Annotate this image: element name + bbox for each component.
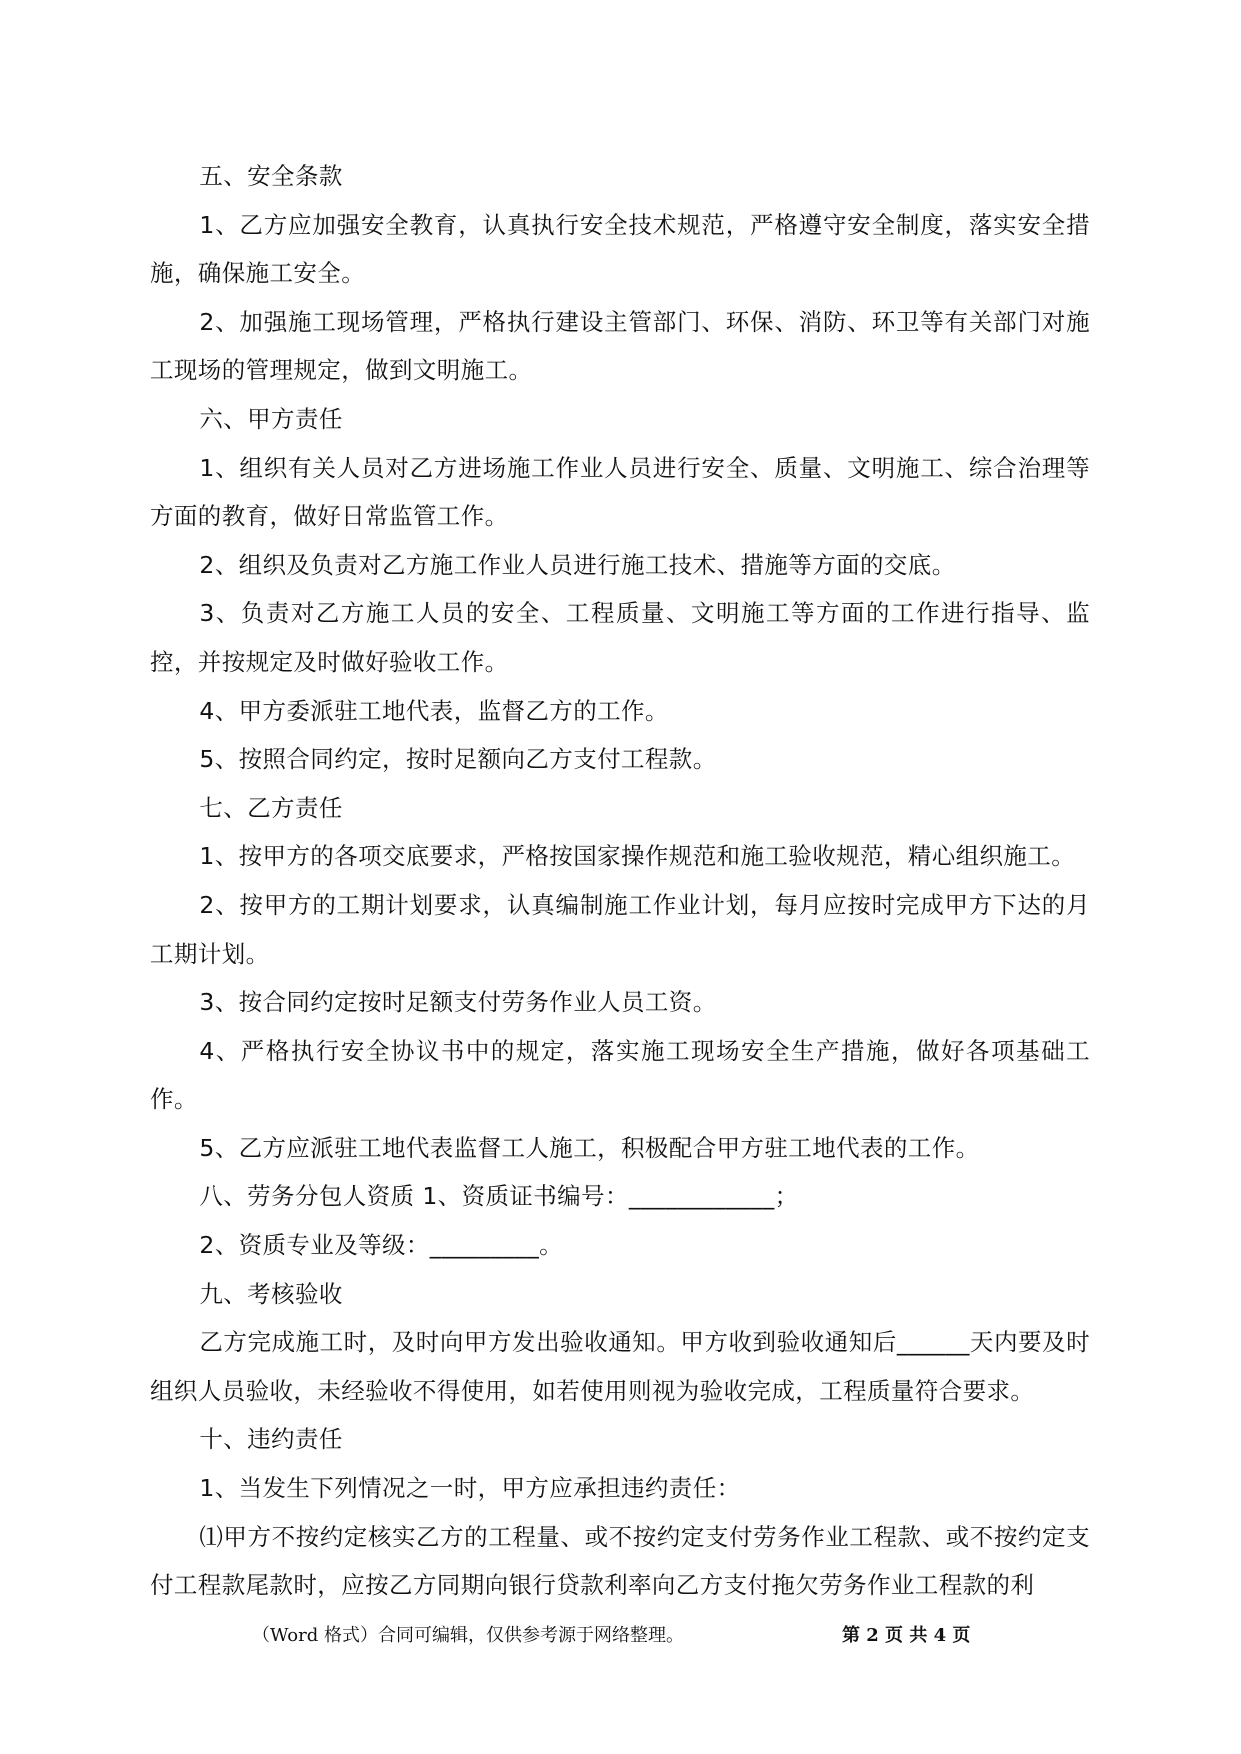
section-heading-liability: 十、违约责任 xyxy=(199,1425,343,1454)
page-footer xyxy=(0,1621,1241,1651)
paragraph: 2、加强施工现场管理，严格执行建设主管部门、环保、消防、环卫等有关部门对施工现场的管理规定，做到文明施工。 xyxy=(150,307,1090,385)
paragraph: 5、按照合同约定，按时足额向乙方支付工程款。 xyxy=(199,745,717,774)
section-heading-safety: 五、安全条款 xyxy=(199,162,343,190)
document-body xyxy=(150,152,1090,1610)
paragraph: 3、按合同约定按时足额支付劳务作业人员工资。 xyxy=(199,988,717,1017)
paragraph: 2、组织及负责对乙方施工作业人员进行施工技术、措施等方面的交底。 xyxy=(199,550,956,579)
footer-note: （Word 格式）合同可编辑，仅供参考源于网络整理。 xyxy=(252,1625,684,1646)
paragraph: 1、按甲方的各项交底要求，严格按国家操作规范和施工验收规范，精心组织施工。 xyxy=(199,842,1076,871)
paragraph: 1、组织有关人员对乙方进场施工作业人员进行安全、质量、文明施工、综合治理等方面的教育，做好日常监管工作。 xyxy=(150,453,1090,531)
paragraph: 1、当发生下列情况之一时，甲方应承担违约责任： xyxy=(199,1474,741,1503)
section-heading-party-b: 七、乙方责任 xyxy=(199,793,343,822)
page-number: 第 2 页 共 4 页 xyxy=(842,1625,971,1646)
section-heading-qualification: 八、劳务分包人资质 1、资质证书编号：____________； xyxy=(199,1182,799,1211)
section-heading-party-a: 六、甲方责任 xyxy=(199,404,343,433)
section-heading-acceptance: 九、考核验收 xyxy=(199,1279,343,1308)
paragraph: 3、负责对乙方施工人员的安全、工程质量、文明施工等方面的工作进行指导、监控，并按规定及时做好验收工作。 xyxy=(150,599,1090,676)
paragraph: 乙方完成施工时，及时向甲方发出验收通知。甲方收到验收通知后______天内要及时组织人员验收，未经验收不得使用，如若使用则视为验收完成，工程质量符合要求。 xyxy=(150,1328,1090,1405)
paragraph: 4、严格执行安全协议书中的规定，落实施工现场安全生产措施，做好各项基础工作。 xyxy=(150,1036,1090,1114)
paragraph: ⑴甲方不按约定核实乙方的工程量、或不按约定支付劳务作业工程款、或不按约定支付工程款尾款时，应按乙方同期向银行贷款利率向乙方支付拖欠劳务作业工程款的利 xyxy=(150,1522,1090,1600)
paragraph: 2、按甲方的工期计划要求，认真编制施工作业计划，每月应按时完成甲方下达的月工期计划。 xyxy=(150,890,1090,968)
paragraph: 4、甲方委派驻工地代表，监督乙方的工作。 xyxy=(199,696,669,725)
paragraph: 1、乙方应加强安全教育，认真执行安全技术规范，严格遵守安全制度，落实安全措施，确保施工安全。 xyxy=(150,210,1090,288)
paragraph: 5、乙方应派驻工地代表监督工人施工，积极配合甲方驻工地代表的工作。 xyxy=(199,1133,980,1162)
paragraph: 2、资质专业及等级：_________。 xyxy=(199,1231,564,1260)
